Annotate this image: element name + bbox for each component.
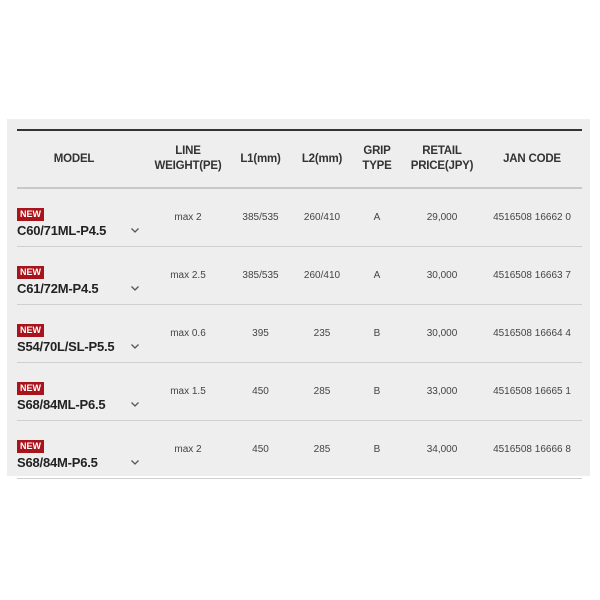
table-row[interactable]	[17, 363, 582, 421]
header-line-weight: LINE WEIGHT(PE)	[154, 145, 222, 172]
l2-cell: 285	[313, 386, 331, 397]
table-row[interactable]	[17, 247, 582, 305]
l2-cell: 260/410	[303, 212, 341, 223]
jan-code-cell: 4516508 16665 1	[493, 386, 571, 397]
line-weight-cell: max 0.6	[170, 328, 206, 339]
l1-cell: 450	[252, 386, 269, 397]
line-weight-cell: max 2	[174, 444, 202, 455]
header-l2: L2(mm)	[301, 152, 343, 165]
chevron-down-icon[interactable]	[129, 398, 141, 410]
retail-price-cell: 34,000	[426, 444, 458, 455]
model-cell[interactable]	[17, 314, 147, 354]
model-name: S54/70L/SL-P5.5	[17, 338, 115, 354]
l2-cell: 285	[313, 444, 331, 455]
new-badge: NEW	[17, 440, 44, 453]
line-weight-cell: max 1.5	[170, 386, 206, 397]
l1-cell: 450	[252, 444, 269, 455]
new-badge: NEW	[17, 382, 44, 395]
grip-type-cell: B	[373, 328, 381, 339]
jan-code-cell: 4516508 16664 4	[493, 328, 571, 339]
l1-cell: 385/535	[242, 270, 279, 281]
table-row[interactable]	[17, 189, 582, 247]
retail-price-cell: 29,000	[426, 212, 458, 223]
l2-cell: 235	[313, 328, 331, 339]
new-badge: NEW	[17, 266, 44, 279]
header-jan-code: JAN CODE	[503, 152, 561, 165]
chevron-down-icon[interactable]	[129, 456, 141, 468]
header-model: MODEL	[53, 152, 95, 165]
model-name: S68/84M-P6.5	[17, 454, 98, 470]
model-name: C60/71ML-P4.5	[17, 222, 107, 238]
grip-type-cell: B	[373, 444, 381, 455]
retail-price-cell: 33,000	[426, 386, 458, 397]
retail-price-cell: 30,000	[426, 328, 458, 339]
model-cell[interactable]	[17, 430, 147, 470]
header-retail-price: RETAIL PRICE(JPY)	[410, 145, 474, 172]
table-row[interactable]	[17, 421, 582, 479]
model-cell[interactable]	[17, 256, 147, 296]
chevron-down-icon[interactable]	[129, 340, 141, 352]
grip-type-cell: A	[373, 270, 381, 281]
header-grip-type: GRIP TYPE	[362, 145, 392, 172]
new-badge: NEW	[17, 208, 44, 221]
jan-code-cell: 4516508 16662 0	[493, 212, 571, 223]
retail-price-cell: 30,000	[426, 270, 458, 281]
chevron-down-icon[interactable]	[129, 282, 141, 294]
l1-cell: 385/535	[242, 212, 279, 223]
new-badge: NEW	[17, 324, 44, 337]
model-name: S68/84ML-P6.5	[17, 396, 106, 412]
line-weight-cell: max 2	[174, 212, 202, 223]
model-cell[interactable]	[17, 198, 147, 238]
grip-type-cell: A	[373, 212, 381, 223]
model-cell[interactable]	[17, 372, 147, 412]
spec-table	[17, 129, 582, 479]
table-row[interactable]	[17, 305, 582, 363]
jan-code-cell: 4516508 16663 7	[493, 270, 571, 281]
table-header-row	[17, 131, 582, 189]
model-name: C61/72M-P4.5	[17, 280, 99, 296]
l2-cell: 260/410	[303, 270, 341, 281]
grip-type-cell: B	[373, 386, 381, 397]
line-weight-cell: max 2.5	[170, 270, 206, 281]
l1-cell: 395	[252, 328, 269, 339]
jan-code-cell: 4516508 16666 8	[493, 444, 571, 455]
chevron-down-icon[interactable]	[129, 224, 141, 236]
header-l1: L1(mm)	[240, 152, 281, 165]
